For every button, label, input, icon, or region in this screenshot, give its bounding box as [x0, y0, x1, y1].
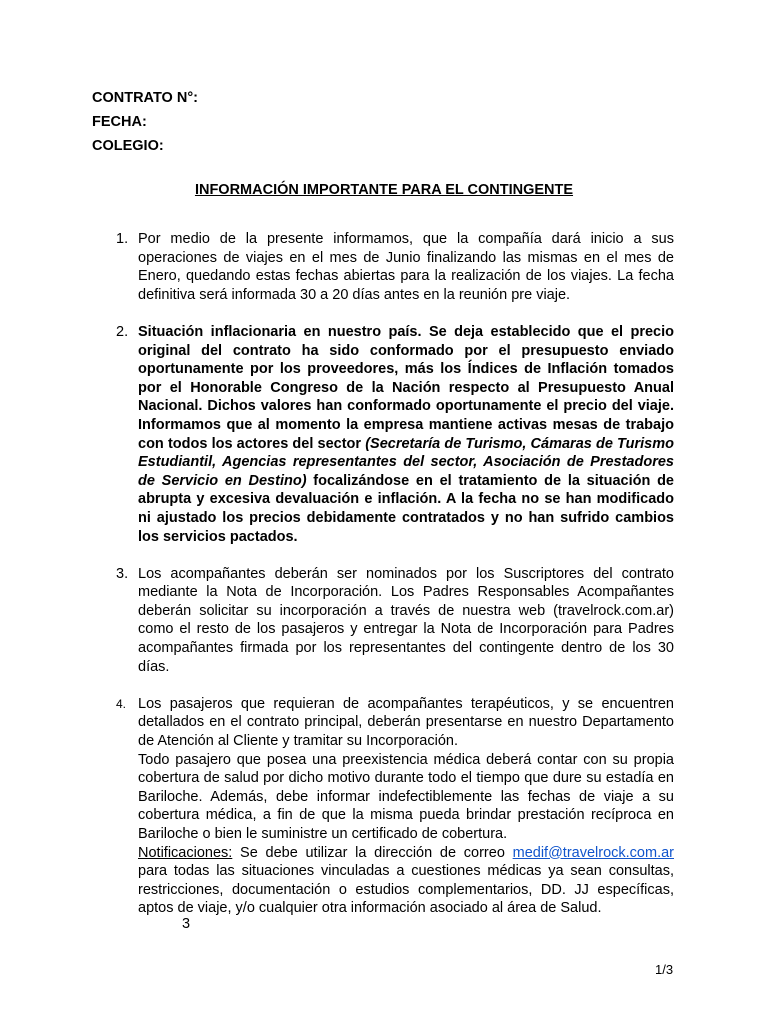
- stray-number: 3: [182, 916, 191, 932]
- notifications-text: Se debe utilizar la dirección de correo: [232, 844, 513, 861]
- item-text: Los pasajeros que requieran de acompañantes terapéuticos, y se encuentren detallados en el contrato principal, deberán presentarse en nuestro Departamento de Atención al Cliente y tramitar su Incorporación.: [138, 695, 674, 750]
- page-number: 1/3: [655, 962, 674, 977]
- item-text-italic: (Secretaría de Turismo, Cámaras de Turismo Estudiantil, Agencias representantes del sector, Asociación de Prestadores de Servicio en Destino): [138, 435, 674, 489]
- list-item-1: [92, 230, 674, 304]
- school-label: COLEGIO:: [92, 138, 164, 154]
- item-text-health: Todo pasajero que posea una preexistencia médica deberá contar con su propia cobertura de salud por dicho motivo durante todo el tiempo que dure su estadía en Bariloche. Además, debe informar indefectiblemente las fechas de viaje a su cobertura médica, a fin de que la misma pueda brindar prestación recíproca en Bariloche o bien le suministre un certificado de cobertura.: [138, 751, 674, 842]
- item-number: 3.: [116, 565, 129, 582]
- item-text-continued: focalizándose en el tratamiento de la situación de abrupta y excesiva devaluación e inflación. A la fecha no se han modificado ni ajustado los precios debidamente contratados y no han sufrido cambios los servicios pactados.: [138, 472, 674, 545]
- list-item-4: [92, 695, 674, 918]
- date-label: FECHA:: [92, 114, 147, 130]
- item-text: Los acompañantes deberán ser nominados por los Suscriptores del contrato mediante la Nota de Incorporación. Los Padres Responsables Acompañantes deberán solicitar su incorporación a través de nuestra web (travelrock.com.ar) como el resto de los pasajeros y entregar la Nota de Incorporación para Padres acompañantes firmada por los representantes del contingente dentro de los 30 días.: [138, 565, 674, 675]
- item-number: 2.: [116, 323, 129, 340]
- email-link[interactable]: medif@travelrock.com.ar: [512, 844, 674, 861]
- document-title: INFORMACIÓN IMPORTANTE PARA EL CONTINGENTE: [194, 182, 574, 198]
- info-list: [92, 230, 674, 918]
- item-text: Por medio de la presente informamos, que la compañía dará inicio a sus operaciones de viajes en el mes de Junio finalizando las mismas en el mes de Enero, quedando estas fechas abiertas para la realización de los viajes. La fecha definitiva será informada 30 a 20 días antes en la reunión pre viaje.: [138, 231, 674, 303]
- item-number: 4.: [116, 696, 127, 711]
- list-item-2: [92, 323, 674, 546]
- notifications-paragraph: [138, 844, 674, 918]
- list-item-3: [92, 565, 674, 677]
- notifications-rest: para todas las situaciones vinculadas a cuestiones médicas ya sean consultas, restricciones, documentación o estudios complementarios, DD. JJ específicas, aptos de viaje, y/o cualquier otra información asociado al área de Salud.: [138, 863, 674, 917]
- contract-number-label: CONTRATO N°:: [92, 90, 198, 106]
- item-text: Situación inflacionaria en nuestro país. Se deja establecido que el precio original del contrato ha sido conformado por el presupuesto enviado oportunamente por los proveedores, más los Índices de Inflación tomados por el Honorable Congreso de la Nación respecto al Presupuesto Anual Nacional. Dichos valores han conformado oportunamente el precio del viaje. Informamos que al momento la empresa mantiene activas mesas de trabajo con todos los actores del sector: [138, 323, 674, 452]
- contract-header: [92, 86, 198, 158]
- notifications-label: Notificaciones:: [138, 844, 233, 861]
- item-number: 1.: [116, 231, 129, 247]
